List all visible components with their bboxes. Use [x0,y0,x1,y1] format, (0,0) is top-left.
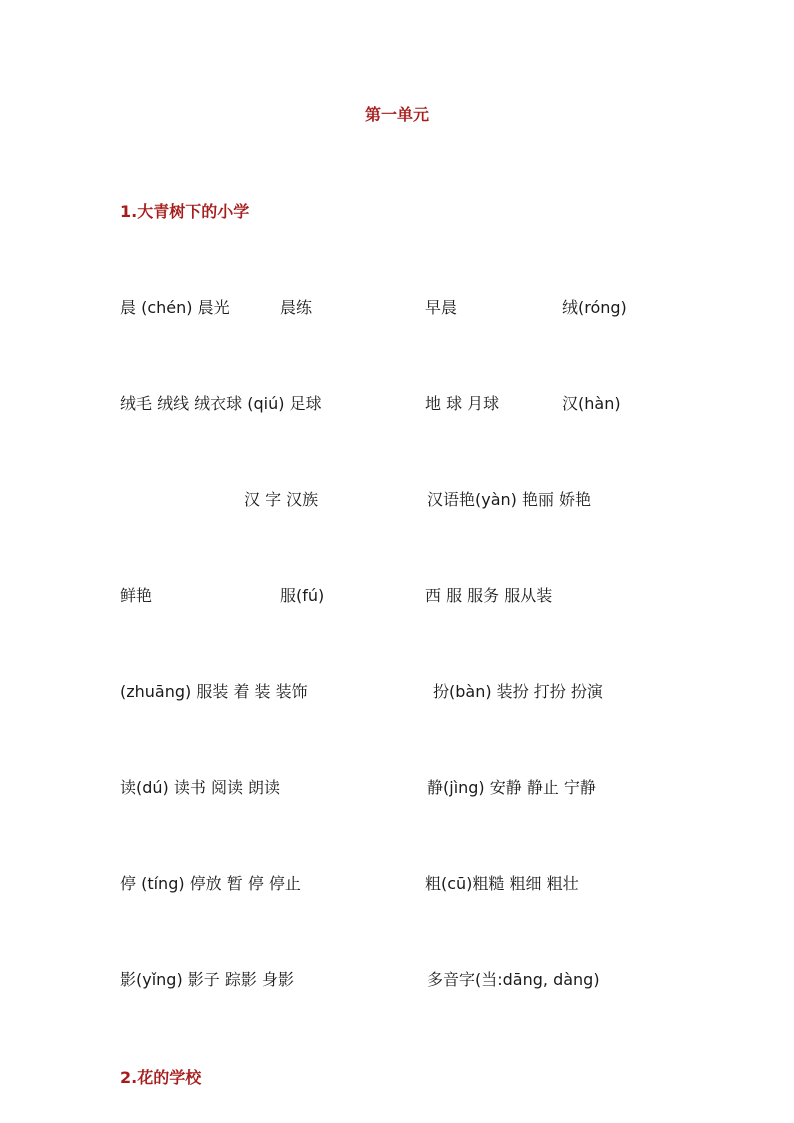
row-1-col-3: 汉(hàn) [562,394,621,413]
lesson-2-heading: 2.花的学校 [120,1068,202,1087]
unit-title: 第一单元 [364,105,429,124]
row-1-col-0: 绒毛 绒线 绒衣球 (qiú) 足球 [120,394,322,413]
row-4-col-2: 扮(bàn) 装扮 打扮 扮演 [433,682,603,701]
row-1-col-2: 地 球 月球 [425,394,500,413]
row-3-col-2: 西 服 服务 服从装 [425,586,553,605]
row-3-col-0: 鲜艳 [120,586,153,605]
lesson-1-heading: 1.大青树下的小学 [120,202,250,221]
row-0-col-0: 晨 (chén) 晨光 [120,298,230,317]
row-0-col-1: 晨练 [280,298,313,317]
row-7-col-2: 多音字(当:dāng, dàng) [427,970,600,989]
row-2-col-2: 汉语艳(yàn) 艳丽 娇艳 [427,490,592,509]
row-2-col-1: 汉 字 汉族 [244,490,319,509]
row-5-col-2: 静(jìng) 安静 静止 宁静 [427,778,596,797]
row-6-col-2: 粗(cū)粗糙 粗细 粗壮 [425,874,579,893]
row-4-col-0: (zhuāng) 服装 着 装 装饰 [120,682,308,701]
row-6-col-0: 停 (tíng) 停放 暂 停 停止 [120,874,301,893]
row-3-col-1: 服(fú) [280,586,325,605]
row-0-col-2: 早晨 [425,298,458,317]
row-5-col-0: 读(dú) 读书 阅读 朗读 [120,778,281,797]
row-7-col-0: 影(yǐng) 影子 踪影 身影 [120,970,294,989]
row-0-col-3: 绒(róng) [562,298,627,317]
